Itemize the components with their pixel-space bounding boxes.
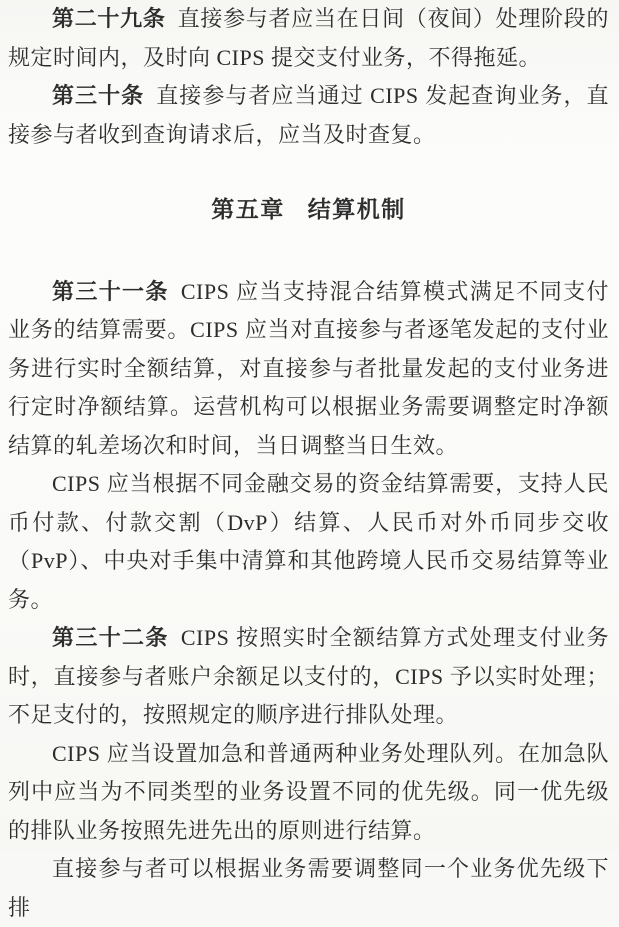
paragraph-text: CIPS 按照实时全额结算方式处理支付业务时，直接参与者账户余额足以支付的，CIPS 予以实时处理；不足支付的，按照规定的顺序进行排队处理。 xyxy=(8,625,609,727)
chapter-title: 结算机制 xyxy=(307,196,406,222)
chapter-number: 第五章 xyxy=(211,196,285,222)
body-paragraph xyxy=(8,735,609,851)
chapter-heading xyxy=(8,190,609,229)
document-body xyxy=(8,0,609,927)
body-paragraph xyxy=(8,465,609,619)
article-paragraph xyxy=(8,0,609,77)
body-paragraph xyxy=(8,850,609,927)
article-paragraph xyxy=(8,619,609,735)
article-number: 第三十一条 xyxy=(52,278,169,304)
paragraph-text: CIPS 应当支持混合结算模式满足不同支付业务的结算需要。CIPS 应当对直接参与者逐笔发起的支付业务进行实时全额结算，对直接参与者批量发起的支付业务进行定时净额结算。运营机构可以根据业务需要调整定时净额结算的轧差场次和时间，当日调整当日生效。 xyxy=(8,278,609,458)
article-number: 第三十条 xyxy=(52,83,145,108)
article-paragraph xyxy=(8,273,609,466)
paragraph-text: 直接参与者应当在日间（夜间）处理阶段的规定时间内，及时向 CIPS 提交支付业务，不得拖延。 xyxy=(8,6,609,70)
paragraph-text: 直接参与者应当通过 CIPS 发起查询业务，直接参与者收到查询请求后，应当及时查复。 xyxy=(8,83,609,147)
paragraph-text: CIPS 应当设置加急和普通两种业务处理队列。在加急队列中应当为不同类型的业务设置不同的优先级。同一优先级的排队业务按照先进先出的原则进行结算。 xyxy=(8,740,609,843)
article-number: 第三十二条 xyxy=(52,625,169,650)
article-paragraph xyxy=(8,77,609,154)
paragraph-text: CIPS 应当根据不同金融交易的资金结算需要，支持人民币付款、付款交割（DvP）结算、人民币对外币同步交收（PvP）、中央对手集中清算和其他跨境人民币交易结算等业务。 xyxy=(8,471,609,612)
article-number: 第二十九条 xyxy=(52,6,166,31)
paragraph-text: 直接参与者可以根据业务需要调整同一个业务优先级下排 xyxy=(8,856,609,920)
